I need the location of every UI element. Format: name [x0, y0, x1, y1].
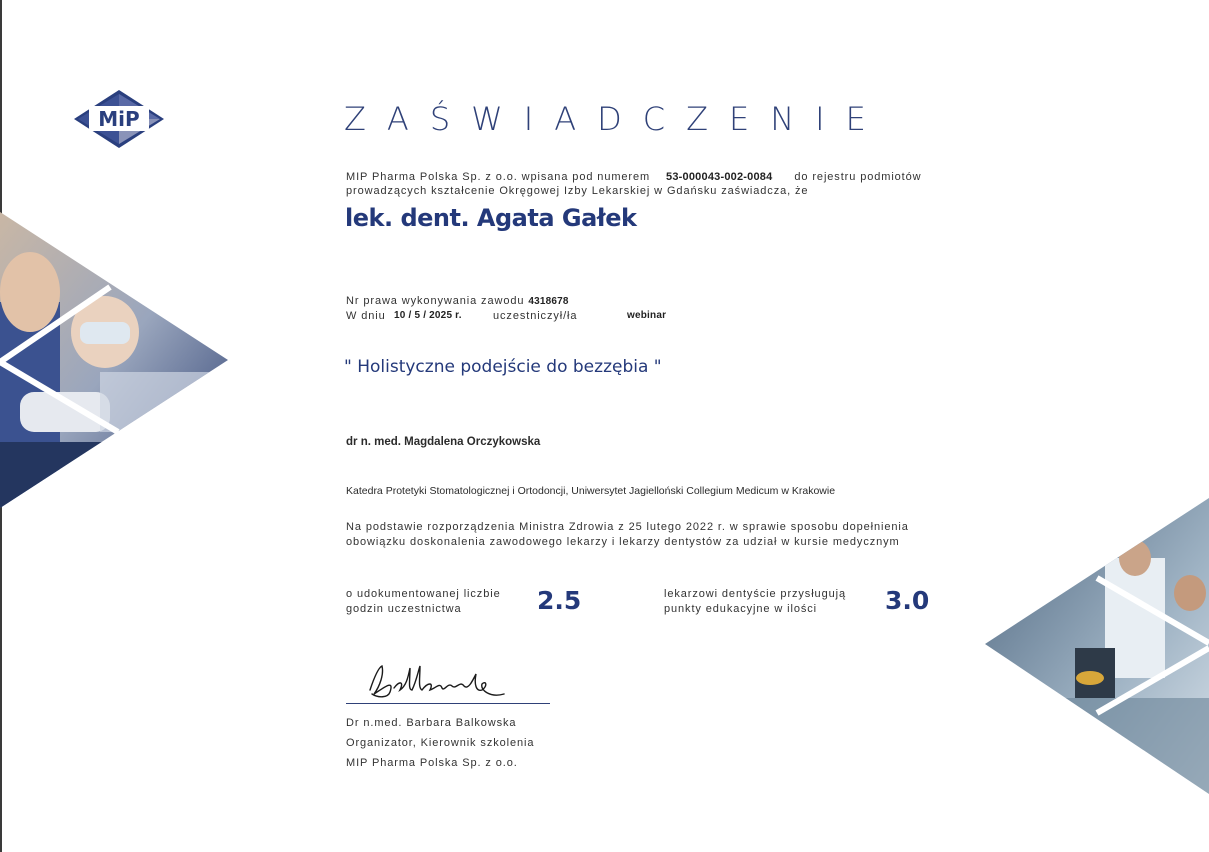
legal-line-2: obowiązku doskonalenia zawodowego lekarzy i lekarzy dentystów za udział w kursie medycznym [346, 536, 900, 548]
participation-form: webinar [627, 310, 667, 321]
intro-prefix: MIP Pharma Polska Sp. z o.o. wpisana pod numerem [346, 171, 651, 183]
hours-label-2: godzin uczestnictwa [346, 603, 462, 615]
dental-photo-decoration [0, 212, 228, 508]
license-number: 4318678 [528, 296, 569, 307]
participant-name: lek. dent. Agata Gałek [345, 204, 637, 232]
signatory-name: Dr n.med. Barbara Balkowska [346, 717, 517, 729]
participated-label: uczestniczył/ła [493, 310, 578, 322]
course-title: " Holistyczne podejście do bezzębia " [344, 357, 662, 377]
certificate-title: ZAŚWIADCZENIE [344, 100, 887, 138]
intro-suffix: do rejestru podmiotów [794, 171, 922, 183]
handwritten-signature [364, 660, 512, 704]
date-value: 10 / 5 / 2025 r. [394, 310, 462, 321]
signatory-role: Organizator, Kierownik szkolenia [346, 737, 535, 749]
mip-logo [74, 90, 164, 148]
date-label: W dniu [346, 310, 386, 322]
signature-line [346, 703, 550, 704]
intro-line-2: prowadzących kształcenie Okręgowej Izby Lekarskiej w Gdańsku zaświadcza, że [346, 185, 809, 197]
license-label: Nr prawa wykonywania zawodu [346, 295, 525, 307]
lecturer-name: dr n. med. Magdalena Orczykowska [346, 436, 541, 448]
lecturer-department: Katedra Protetyki Stomatologicznej i Ortodoncji, Uniwersytet Jagielloński Collegium Medicum w Krakowie [346, 485, 836, 497]
legal-line-1: Na podstawie rozporządzenia Ministra Zdrowia z 25 lutego 2022 r. w sprawie sposobu dopełnienia [346, 521, 909, 533]
points-value: 3.0 [885, 586, 930, 615]
points-label-1: lekarzowi dentyście przysługują [664, 588, 846, 600]
logo-text: MiP [98, 107, 140, 131]
lab-photo-decoration [985, 498, 1209, 794]
registry-number: 53-000043-002-0084 [666, 171, 773, 183]
points-label-2: punkty edukacyjne w ilości [664, 603, 818, 615]
intro-line-1 [346, 171, 922, 183]
hours-label-1: o udokumentowanej liczbie [346, 588, 501, 600]
signatory-company: MIP Pharma Polska Sp. z o.o. [346, 757, 518, 769]
hours-value: 2.5 [537, 586, 582, 615]
license-row [346, 295, 569, 307]
